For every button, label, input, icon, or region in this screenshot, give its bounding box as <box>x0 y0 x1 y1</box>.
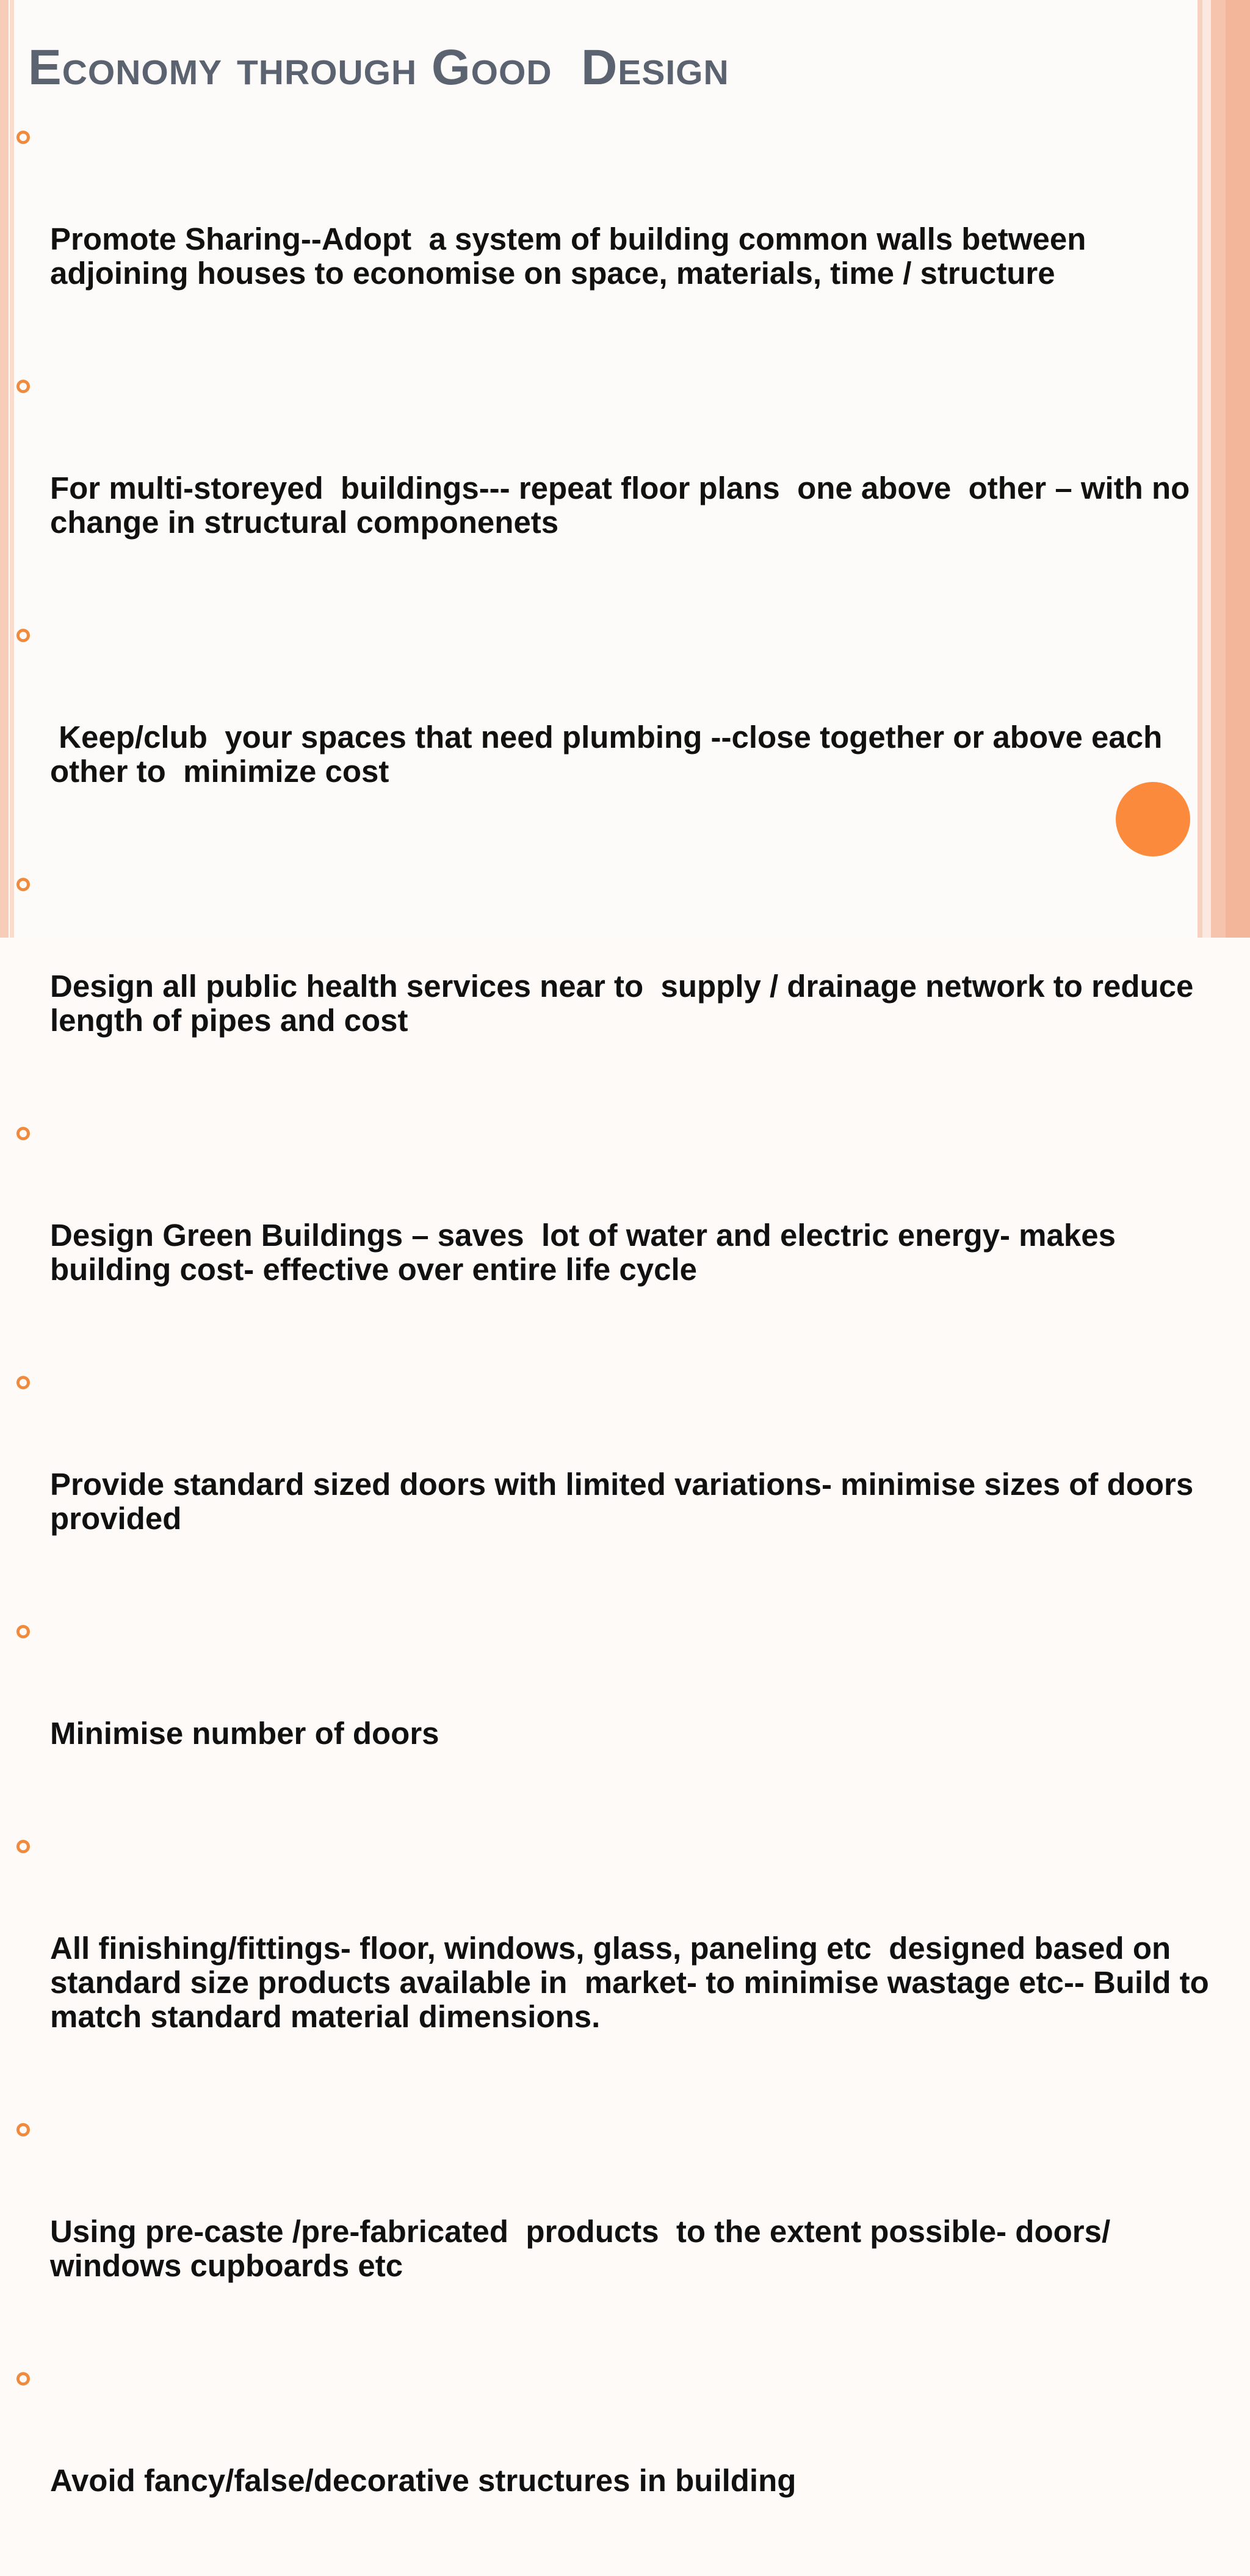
list-item <box>0 867 1250 1106</box>
circle-bullet-icon <box>16 1127 30 1140</box>
circle-bullet-icon <box>16 131 30 144</box>
circle-bullet-icon <box>16 1376 30 1389</box>
bullet-text: Design Green Buildings – saves lot of water and electric energy- makes building cost- effective over entire life cycle <box>50 1218 1125 1287</box>
circle-bullet-icon <box>16 878 30 891</box>
bullet-text: Keep/club your spaces that need plumbing --close together or above each other to minimize cost <box>50 720 1171 789</box>
bullet-text: Provide standard sized doors with limited variations- minimise sizes of doors provided <box>50 1467 1202 1536</box>
circle-bullet-icon <box>16 629 30 642</box>
bullet-text: Design all public health services near to supply / drainage network to reduce length of pipes and cost <box>50 969 1202 1038</box>
list-item <box>0 2112 1250 2351</box>
decorative-orange-circle <box>1116 782 1190 856</box>
circle-bullet-icon <box>16 1840 30 1853</box>
bullet-text: Promote Sharing--Adopt a system of building common walls between adjoining houses to economise on space, materials, time / structure <box>50 222 1095 291</box>
slide-title: Economy through Good Design <box>28 40 729 95</box>
bullet-text: Using pre-caste /pre-fabricated products to the extent possible- doors/ windows cupboards etc <box>50 2214 1119 2283</box>
list-item <box>0 1116 1250 1355</box>
list-item <box>0 369 1250 608</box>
bullet-text: Minimise number of doors <box>50 1716 439 1751</box>
circle-bullet-icon <box>16 1625 30 1638</box>
list-item <box>0 1365 1250 1604</box>
list-item <box>0 1614 1250 1819</box>
list-item <box>0 1829 1250 2102</box>
circle-bullet-icon <box>16 2372 30 2386</box>
bullet-list <box>0 120 1250 2576</box>
bullet-text: All finishing/fittings- floor, windows, glass, paneling etc designed based on standard size products available in market- to minimise wastage etc-- Build to match standard material dimensions. <box>50 1931 1218 2034</box>
circle-bullet-icon <box>16 2123 30 2136</box>
list-item <box>0 120 1250 359</box>
list-item <box>0 2361 1250 2566</box>
bullet-text: For multi-storeyed buildings--- repeat floor plans one above other – with no change in structural componenets <box>50 471 1199 540</box>
list-item <box>0 618 1250 857</box>
bullet-text: Avoid fancy/false/decorative structures in building <box>50 2463 797 2498</box>
circle-bullet-icon <box>16 380 30 393</box>
